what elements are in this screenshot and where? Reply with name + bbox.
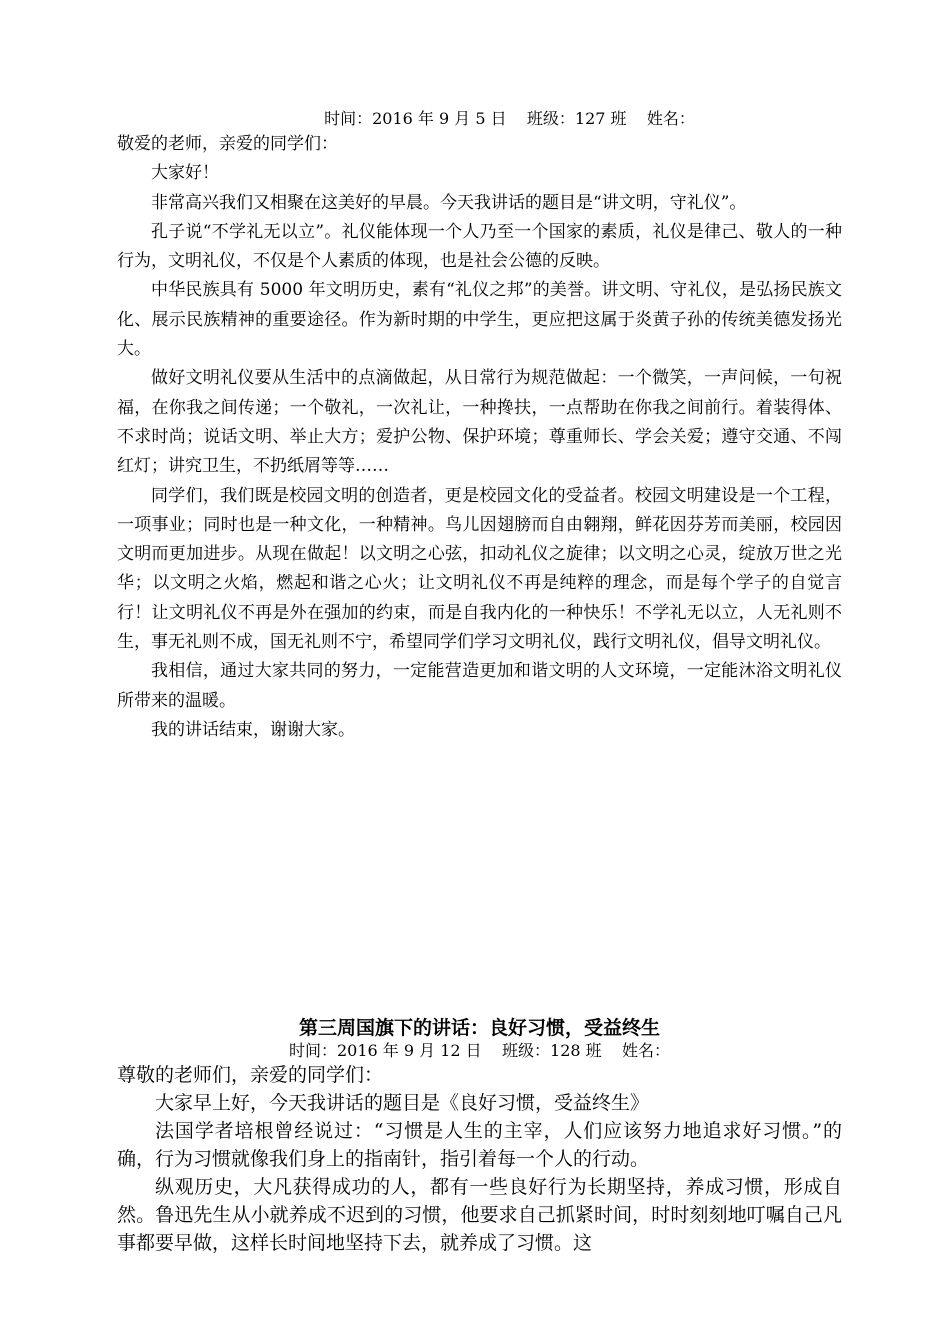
speech-2-paragraph: 法国学者培根曾经说过：“习惯是人生的主宰，人们应该努力地追求好习惯。”的确，行为习惯就像我们身上的指南针，指引着每一个人的行动。 bbox=[117, 1120, 842, 1170]
speech-1-salutation: 敬爱的老师，亲爱的同学们： bbox=[117, 134, 338, 154]
speech-1-paragraph: 做好文明礼仪要从生活中的点滴做起，从日常行为规范做起：一个微笑，一声问候，一句祝福，在你我之间传递；一个敬礼，一次礼让，一种搀扶，一点帮助在你我之间前行。着装得体、不求时尚；说话文明、举止大方；爱护公物、保护环境；尊重师长、学会关爱；遵守交通、不闯红灯；讲究卫生，不扔纸屑等等…… bbox=[117, 368, 842, 477]
speech-1-paragraph: 我相信，通过大家共同的努力，一定能营造更加和谐文明的人文环境，一定能沐浴文明礼仪所带来的温暖。 bbox=[117, 661, 842, 711]
speech-1-paragraph: 中华民族具有 5000 年文明历史，素有“礼仪之邦”的美誉。讲文明、守礼仪，是弘扬民族文化、展示民族精神的重要途径。作为新时期的中学生，更应把这属于炎黄子孙的传统美德发扬光大。 bbox=[117, 280, 842, 360]
speech-2-title: 第三周国旗下的讲话：良好习惯，受益终生 bbox=[298, 1017, 660, 1039]
speech-2-salutation: 尊敬的老师们，亲爱的同学们： bbox=[117, 1064, 384, 1086]
speech-2-meta: 时间：2016 年 9 月 12 日 班级：128 班 姓名： bbox=[288, 1041, 670, 1060]
speech-2-paragraph: 纵观历史，大凡获得成功的人，都有一些良好行为长期坚持，养成习惯，形成自然。鲁迅先生从小就养成不迟到的习惯，他要求自己抓紧时间，时时刻刻地叮嘱自己凡事都要早做，这样长时间地坚持下去，就养成了习惯。这 bbox=[117, 1176, 842, 1254]
speech-1-paragraph: 孔子说“不学礼无以立”。礼仪能体现一个人乃至一个国家的素质，礼仪是律己、敬人的一种行为，文明礼仪，不仅是个人素质的体现，也是社会公德的反映。 bbox=[117, 221, 842, 272]
speech-2-paragraph: 大家早上好，今天我讲话的题目是《良好习惯，受益终生》 bbox=[155, 1092, 650, 1114]
speech-1-paragraph: 大家好！ bbox=[151, 163, 219, 184]
speech-2 bbox=[117, 1015, 842, 1257]
speech-1-paragraph: 非常高兴我们又相聚在这美好的早晨。今天我讲话的题目是“讲文明，守礼仪”。 bbox=[151, 192, 747, 213]
speech-1-meta: 时间：2016 年 9 月 5 日 班级：127 班 姓名： bbox=[324, 109, 695, 128]
speech-1-paragraph: 同学们，我们既是校园文明的创造者，更是校园文化的受益者。校园文明建设是一个工程，一项事业；同时也是一种文化，一种精神。鸟儿因翅膀而自由翱翔，鲜花因芬芳而美丽，校园因文明而更加进步。从现在做起！以文明之心弦，扣动礼仪之旋律；以文明之心灵，绽放万世之光华；以文明之火焰，燃起和谐之心火；让文明礼仪不再是纯粹的理念，而是每个学子的自觉言行！让文明礼仪不再是外在强加的约束，而是自我内化的一种快乐！不学礼无以立，人无礼则不生，事无礼则不成，国无礼则不宁，希望同学们学习文明礼仪，践行文明礼仪，倡导文明礼仪。 bbox=[117, 485, 842, 653]
speech-1-paragraph: 我的讲话结束，谢谢大家。 bbox=[151, 719, 355, 740]
speech-1 bbox=[117, 108, 842, 745]
